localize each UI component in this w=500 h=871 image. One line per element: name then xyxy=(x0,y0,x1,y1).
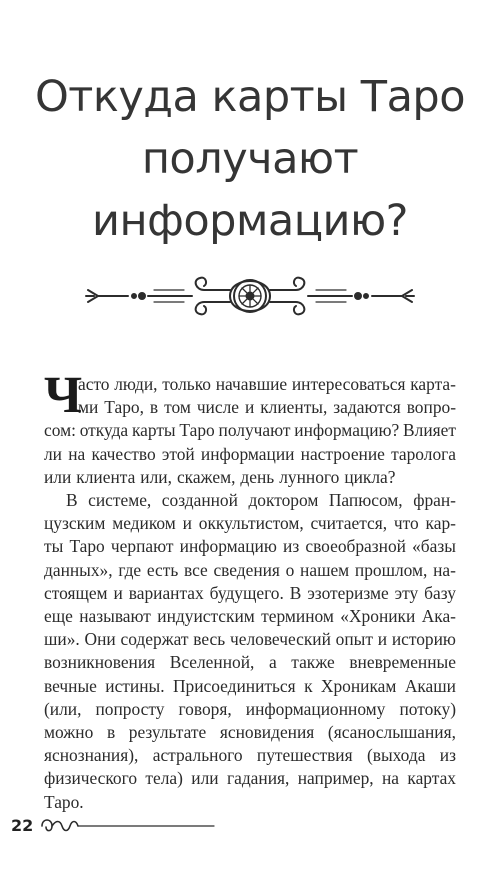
word: к xyxy=(304,675,313,696)
word: яснознания), xyxy=(44,745,139,766)
word: черпают xyxy=(110,536,174,557)
word: истины. xyxy=(105,675,165,696)
text-line-content xyxy=(44,675,456,698)
word: клиента xyxy=(76,466,136,487)
word: настроение xyxy=(300,443,385,464)
word: таролога xyxy=(391,443,456,464)
word: получают xyxy=(218,420,291,441)
word: весь xyxy=(193,629,226,650)
text-line xyxy=(44,535,456,558)
word: тела) xyxy=(145,768,183,789)
word: а xyxy=(268,652,277,673)
text-line xyxy=(44,582,456,605)
text-line-content xyxy=(44,466,456,489)
text-line xyxy=(44,698,456,721)
word: откуда xyxy=(79,420,129,441)
word: о xyxy=(285,559,295,580)
word: задаются xyxy=(333,397,401,418)
text-line-content xyxy=(66,489,456,512)
word: информационному xyxy=(245,698,386,719)
word: прошлом, xyxy=(354,559,428,580)
text-line-content xyxy=(44,698,456,721)
word: или xyxy=(44,466,72,487)
page-number: 22 xyxy=(11,816,34,835)
word: историю xyxy=(391,629,456,650)
text-line-content xyxy=(44,791,456,814)
word: стоящем xyxy=(44,582,108,603)
word: карты xyxy=(131,420,176,441)
text-line xyxy=(44,419,456,442)
word: том xyxy=(164,397,191,418)
word: например, xyxy=(297,768,374,789)
word: качество xyxy=(91,443,156,464)
title-line: Откуда карты Таро xyxy=(34,72,466,122)
word: физического xyxy=(44,768,138,789)
text-line xyxy=(44,651,456,674)
word: Ака- xyxy=(421,606,456,627)
word: что xyxy=(393,513,419,534)
text-line xyxy=(44,559,456,582)
word: этой xyxy=(161,443,195,464)
word: в xyxy=(149,397,159,418)
word: есть xyxy=(146,559,179,580)
word: сом: xyxy=(44,420,76,441)
text-line-content xyxy=(44,512,456,535)
word: вопро- xyxy=(406,397,456,418)
word: говоря, xyxy=(178,698,232,719)
word: ты xyxy=(44,536,64,557)
word: информацию xyxy=(179,536,277,557)
word: опыт xyxy=(335,629,373,650)
word: и xyxy=(244,397,255,418)
word: и xyxy=(182,513,192,534)
word: результате xyxy=(128,722,207,743)
flourish-divider-icon xyxy=(84,266,416,326)
text-line xyxy=(44,675,456,698)
word: Вселенной, xyxy=(169,652,255,673)
title-line: информацию? xyxy=(92,196,408,246)
word: карта- xyxy=(410,374,456,394)
word: еще xyxy=(44,606,73,627)
word: на xyxy=(381,768,400,789)
word: из xyxy=(283,536,300,557)
word: вневременные xyxy=(349,652,456,673)
word: термином xyxy=(261,606,334,627)
word: содержат xyxy=(120,629,189,650)
word: люди, xyxy=(114,374,158,394)
word: базу xyxy=(424,582,456,603)
text-line xyxy=(44,744,456,767)
word: в xyxy=(106,722,116,743)
word: (ясанослышания, xyxy=(327,722,456,743)
word: ясновидения xyxy=(219,722,315,743)
word: называют xyxy=(79,606,151,627)
word: асто xyxy=(78,374,110,394)
word: Акаши xyxy=(404,675,456,696)
word: считается, xyxy=(310,513,388,534)
word: из xyxy=(439,745,456,766)
word: день xyxy=(240,466,275,487)
text-line-content xyxy=(44,628,456,651)
text-line-content xyxy=(44,535,456,558)
word: индуистским xyxy=(157,606,255,627)
text-line-content xyxy=(44,651,456,674)
word: клиенты, xyxy=(260,397,328,418)
word: доктором xyxy=(248,490,319,511)
text-line-content xyxy=(44,605,456,628)
word: данных», xyxy=(44,559,113,580)
word: попросту xyxy=(95,698,165,719)
word: «Хроники xyxy=(340,606,416,627)
word: вариантах xyxy=(128,582,204,603)
word: скажем, xyxy=(176,466,236,487)
word: будущего. xyxy=(209,582,284,603)
word: информацию? xyxy=(294,420,400,441)
word: ми xyxy=(78,397,99,418)
text-line-content xyxy=(44,443,456,466)
word: гадания, xyxy=(226,768,290,789)
text-line xyxy=(44,489,456,512)
word: Таро. xyxy=(44,791,84,812)
text-line xyxy=(44,443,456,466)
word: ши». xyxy=(44,629,80,650)
word: Таро, xyxy=(104,397,144,418)
word: оккультистом, xyxy=(198,513,304,534)
word: эзотеризме xyxy=(307,582,389,603)
word: только xyxy=(162,374,211,394)
word: начавшие xyxy=(215,374,288,394)
chapter-title xyxy=(20,66,480,252)
word: Присоединиться xyxy=(172,675,296,696)
word: все xyxy=(183,559,208,580)
word: также xyxy=(291,652,335,673)
word: или, xyxy=(140,466,172,487)
text-line xyxy=(44,396,456,419)
word: Влияет xyxy=(403,420,456,441)
word: нашем xyxy=(300,559,350,580)
word: Таро xyxy=(179,420,215,441)
text-line xyxy=(44,373,456,396)
word: где xyxy=(118,559,142,580)
text-line-content xyxy=(78,396,456,419)
text-line-content xyxy=(44,559,456,582)
word: эту xyxy=(394,582,419,603)
title-line: получают xyxy=(141,134,359,184)
word: фран- xyxy=(413,490,456,511)
word: и xyxy=(377,629,388,650)
word: вечные xyxy=(44,675,97,696)
word: созданной xyxy=(161,490,238,511)
paragraph xyxy=(44,489,456,814)
paragraph xyxy=(44,367,456,489)
word: Хроникам xyxy=(320,675,397,696)
word: цузским xyxy=(44,513,106,534)
text-line xyxy=(44,721,456,744)
word: ли xyxy=(44,443,62,464)
word: сведения xyxy=(213,559,280,580)
word: (выхода xyxy=(366,745,426,766)
body-text xyxy=(44,367,456,814)
word: на- xyxy=(433,559,456,580)
footer-flourish-icon xyxy=(38,814,218,836)
word: В xyxy=(66,490,78,511)
drop-cap: Ч xyxy=(44,367,83,424)
text-line xyxy=(44,605,456,628)
word: «базы xyxy=(412,536,456,557)
word: астрального xyxy=(152,745,243,766)
word: системе, xyxy=(88,490,152,511)
text-line xyxy=(44,628,456,651)
word: картах xyxy=(407,768,456,789)
text-line-content xyxy=(44,744,456,767)
text-line-content xyxy=(78,373,456,396)
word: путешествия xyxy=(256,745,353,766)
text-line-content xyxy=(44,721,456,744)
word: В xyxy=(289,582,302,603)
word: цикла? xyxy=(344,466,396,487)
word: или xyxy=(191,768,219,789)
text-line xyxy=(44,791,456,814)
word: потоку) xyxy=(399,698,456,719)
word: Таро xyxy=(69,536,105,557)
word: числе xyxy=(196,397,239,418)
word: интересоваться xyxy=(291,374,406,394)
word: Они xyxy=(84,629,116,650)
word: человеческий xyxy=(229,629,331,650)
text-line-content xyxy=(44,767,456,790)
word: Папюсом, xyxy=(328,490,403,511)
word: информации xyxy=(200,443,295,464)
word: лунного xyxy=(279,466,340,487)
word: на xyxy=(68,443,86,464)
text-line xyxy=(44,767,456,790)
word: возникновения xyxy=(44,652,156,673)
word: (или, xyxy=(44,698,82,719)
word: можно xyxy=(44,722,94,743)
text-line xyxy=(44,466,456,489)
word: своеобразной xyxy=(305,536,406,557)
text-line-content xyxy=(44,419,456,442)
word: и xyxy=(113,582,123,603)
word: медиком xyxy=(112,513,176,534)
text-line-content xyxy=(44,582,456,605)
text-line xyxy=(44,512,456,535)
word: кар- xyxy=(425,513,456,534)
